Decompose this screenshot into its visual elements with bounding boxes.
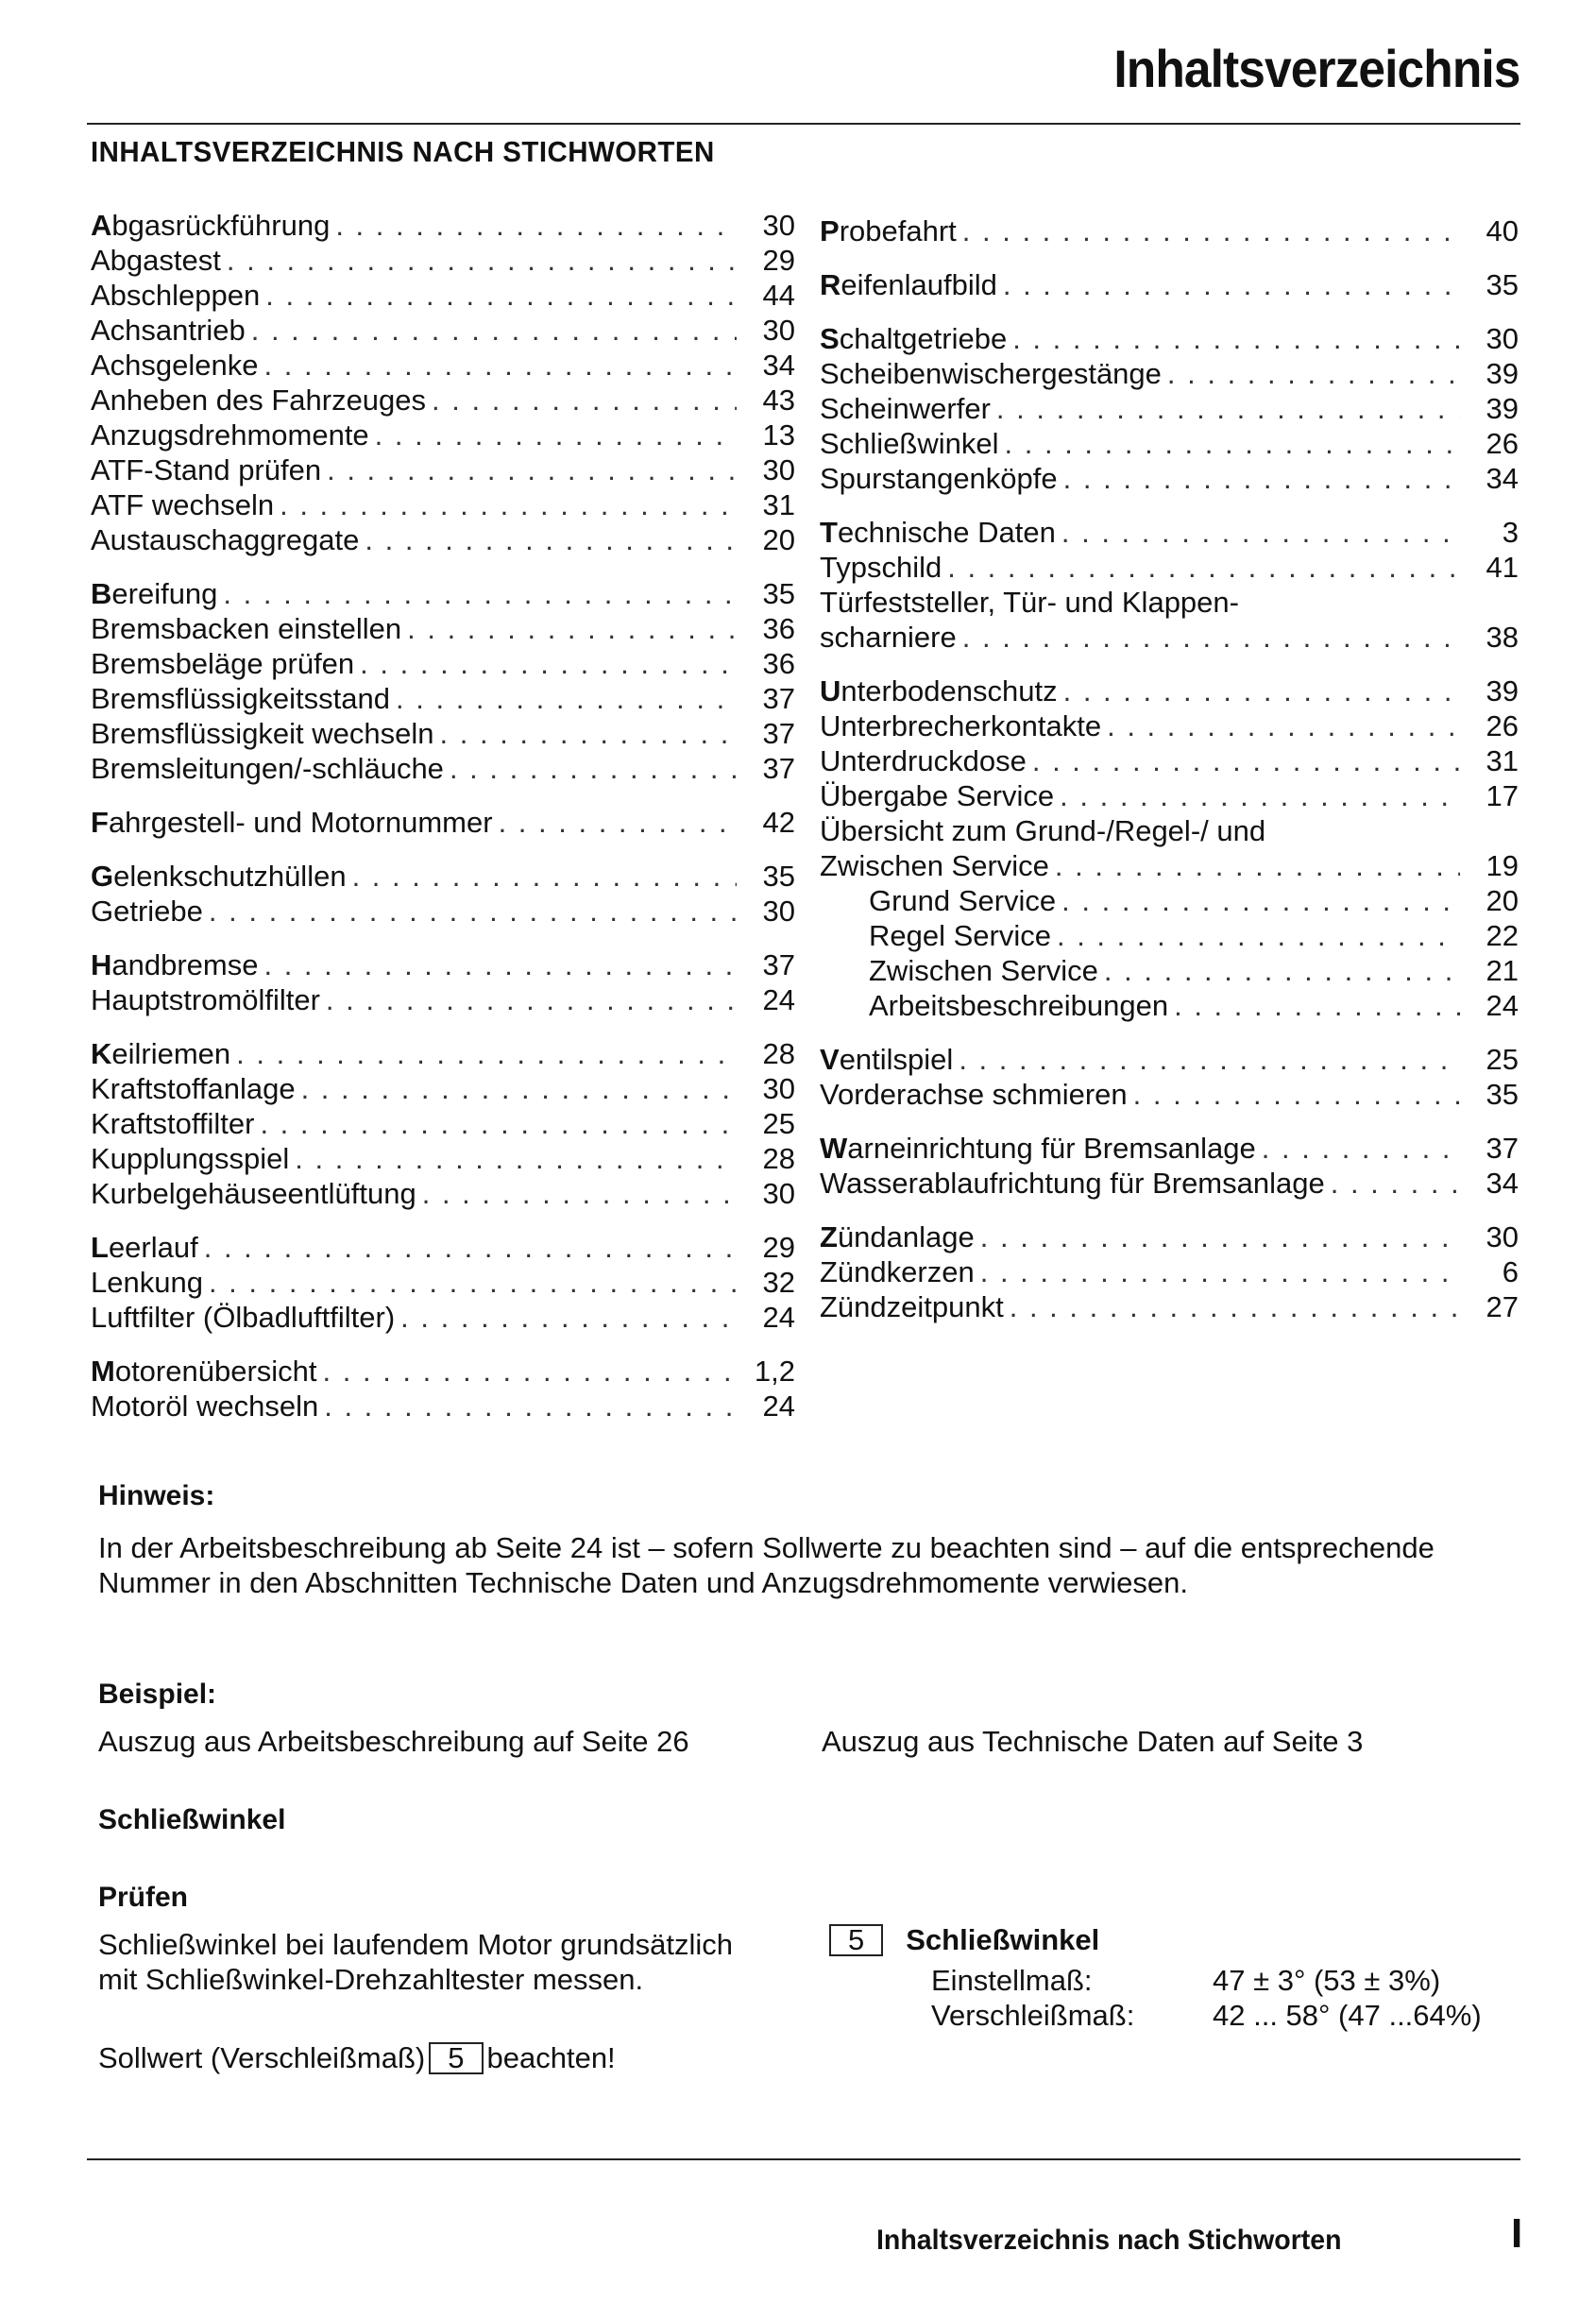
index-entry[interactable]: Abgasrückführung . . . 30	[91, 208, 795, 243]
index-entry[interactable]: Unterbrecherkontakte . . . 26	[820, 708, 1519, 743]
example-heading: Beispiel:	[98, 1679, 217, 1710]
index-entry[interactable]: Typschild . . . 41	[820, 550, 1519, 585]
index-entry-line: Übersicht zum Grund-/Regel-/ und	[820, 814, 1266, 847]
spec-heading: Schließwinkel	[906, 1923, 1100, 1956]
sollwert-line	[98, 2040, 616, 2075]
index-entry[interactable]: Hauptstromölfilter . . . 24	[91, 982, 795, 1017]
index-entry[interactable]: Luftfilter (Ölbadluftfilter) . . . 24	[91, 1300, 795, 1335]
index-entry[interactable]: Zündkerzen . . . 6	[820, 1254, 1519, 1289]
index-entry[interactable]: Getriebe . . . 30	[91, 894, 795, 929]
index-entry[interactable]: Bremsbacken einstellen . . . 36	[91, 611, 795, 646]
index-entry[interactable]: Scheibenwischergestänge . . . 39	[820, 356, 1519, 391]
note-text: In der Arbeitsbeschreibung ab Seite 24 ist – sofern Sollwerte zu beachten sind – auf die entsprechende Nummer in den Abschnitten Technische Daten und Anzugsdrehmomente verwiesen.	[98, 1531, 1435, 1599]
index-entry[interactable]: Achsantrieb . . . 30	[91, 313, 795, 348]
index-entry[interactable]: Keilriemen . . . 28	[91, 1036, 795, 1071]
index-entry[interactable]: Zwischen Service . . . 19	[820, 848, 1519, 883]
index-entry[interactable]: ATF-Stand prüfen . . . 30	[91, 452, 795, 487]
page-marker: I	[1511, 2210, 1523, 2257]
index-subentry[interactable]: Grund Service . . . 20	[820, 883, 1519, 918]
example-section-heading: Schließwinkel	[98, 1804, 286, 1835]
index-entry[interactable]: Motoröl wechseln . . . 24	[91, 1389, 795, 1424]
index-entry[interactable]: Vorderachse schmieren . . . 35	[820, 1077, 1519, 1112]
spec-row: Einstellmaß: 47 ± 3° (53 ± 3%)	[931, 1964, 1441, 1997]
index-entry[interactable]: Technische Daten . . . 3	[820, 515, 1519, 550]
spec-row: Verschleißmaß: 42 ... 58° (47 ...64%)	[931, 1999, 1482, 2032]
index-entry[interactable]: Warneinrichtung für Bremsanlage . . . 37	[820, 1131, 1519, 1166]
index-entry[interactable]: Kraftstoffanlage . . . 30	[91, 1071, 795, 1106]
index-entry[interactable]: ATF wechseln . . . 31	[91, 487, 795, 522]
index-entry[interactable]: Anheben des Fahrzeuges . . . 43	[91, 383, 795, 418]
index-entry[interactable]: Spurstangenköpfe . . . 34	[820, 461, 1519, 496]
page-title: Inhaltsverzeichnis	[1113, 39, 1520, 98]
index-entry[interactable]: Abschleppen . . . 44	[91, 278, 795, 313]
index-entry[interactable]: Bremsleitungen/-schläuche . . . 37	[91, 751, 795, 786]
index-entry[interactable]: Ventilspiel . . . 25	[820, 1042, 1519, 1077]
index-entry[interactable]: Bremsflüssigkeit wechseln . . . 37	[91, 716, 795, 751]
reference-number-box: 5	[429, 2042, 483, 2074]
index-entry[interactable]: Wasserablaufrichtung für Bremsanlage . . . 34	[820, 1166, 1519, 1201]
section-heading: INHALTSVERZEICHNIS NACH STICHWORTEN	[91, 135, 715, 168]
index-entry[interactable]: Zündanlage . . . 30	[820, 1219, 1519, 1254]
index-entry[interactable]: Kurbelgehäuseentlüftung . . . 30	[91, 1176, 795, 1211]
index-entry[interactable]: Achsgelenke . . . 34	[91, 348, 795, 383]
index-entry[interactable]: Handbremse . . . 37	[91, 947, 795, 982]
index-entry[interactable]: Fahrgestell- und Motornummer . . . 42	[91, 805, 795, 840]
note-heading: Hinweis:	[98, 1480, 215, 1511]
index-entry[interactable]: Motorenübersicht . . . 1,2	[91, 1354, 795, 1389]
sollwert-label: Sollwert (Verschleißmaß)	[98, 2041, 426, 2074]
index-entry[interactable]: Anzugsdrehmomente . . . 13	[91, 418, 795, 452]
index-entry[interactable]: Schaltgetriebe . . . 30	[820, 321, 1519, 356]
index-entry[interactable]: Bereifung . . . 35	[91, 576, 795, 611]
index-entry[interactable]: Leerlauf . . . 29	[91, 1230, 795, 1265]
index-column-left	[91, 208, 795, 1424]
example-caption-right: Auszug aus Technische Daten auf Seite 3	[822, 1725, 1364, 1758]
spec-block	[829, 1922, 1482, 2033]
header-rule	[87, 123, 1520, 125]
footer-rule	[87, 2158, 1520, 2160]
index-entry[interactable]: Probefahrt . . . 40	[820, 213, 1519, 248]
index-entry[interactable]: Scheinwerfer . . . 39	[820, 391, 1519, 426]
example-caption-left: Auszug aus Arbeitsbeschreibung auf Seite 26	[98, 1725, 689, 1758]
example-subheading: Prüfen	[98, 1882, 189, 1913]
index-column-right	[820, 208, 1519, 1324]
index-entry[interactable]: Gelenkschutzhüllen . . . 35	[91, 859, 795, 894]
index-entry[interactable]: Bremsbeläge prüfen . . . 36	[91, 646, 795, 681]
spec-number-box: 5	[829, 1924, 883, 1956]
index-entry[interactable]: Lenkung . . . 32	[91, 1265, 795, 1300]
footer-title: Inhaltsverzeichnis nach Stichworten	[876, 2225, 1342, 2256]
index-entry-line: Türfeststeller, Tür- und Klappen-	[820, 586, 1239, 619]
index-entry[interactable]: Kraftstoffilter . . . 25	[91, 1106, 795, 1141]
index-subentry[interactable]: Zwischen Service . . . 21	[820, 953, 1519, 988]
index-entry[interactable]: Reifenlaufbild . . . 35	[820, 267, 1519, 302]
index-entry[interactable]: Unterdruckdose . . . 31	[820, 743, 1519, 778]
index-entry[interactable]: scharniere . . . 38	[820, 620, 1519, 655]
index-entry[interactable]: Schließwinkel . . . 26	[820, 426, 1519, 461]
example-text: Schließwinkel bei laufendem Motor grundsätzlich mit Schließwinkel-Drehzahltester messen.	[98, 1928, 733, 1996]
index-entry[interactable]: Kupplungsspiel . . . 28	[91, 1141, 795, 1176]
sollwert-suffix: beachten!	[486, 2041, 616, 2074]
index-entry[interactable]: Unterbodenschutz . . . 39	[820, 674, 1519, 708]
index-entry[interactable]: Übergabe Service . . . 17	[820, 778, 1519, 813]
index-entry[interactable]: Abgastest . . . 29	[91, 243, 795, 278]
index-subentry[interactable]: Regel Service . . . 22	[820, 918, 1519, 953]
index-subentry[interactable]: Arbeitsbeschreibungen . . . 24	[820, 988, 1519, 1023]
index-entry[interactable]: Zündzeitpunkt . . . 27	[820, 1289, 1519, 1324]
index-entry[interactable]: Bremsflüssigkeitsstand . . . 37	[91, 681, 795, 716]
index-entry[interactable]: Austauschaggregate . . . 20	[91, 522, 795, 557]
